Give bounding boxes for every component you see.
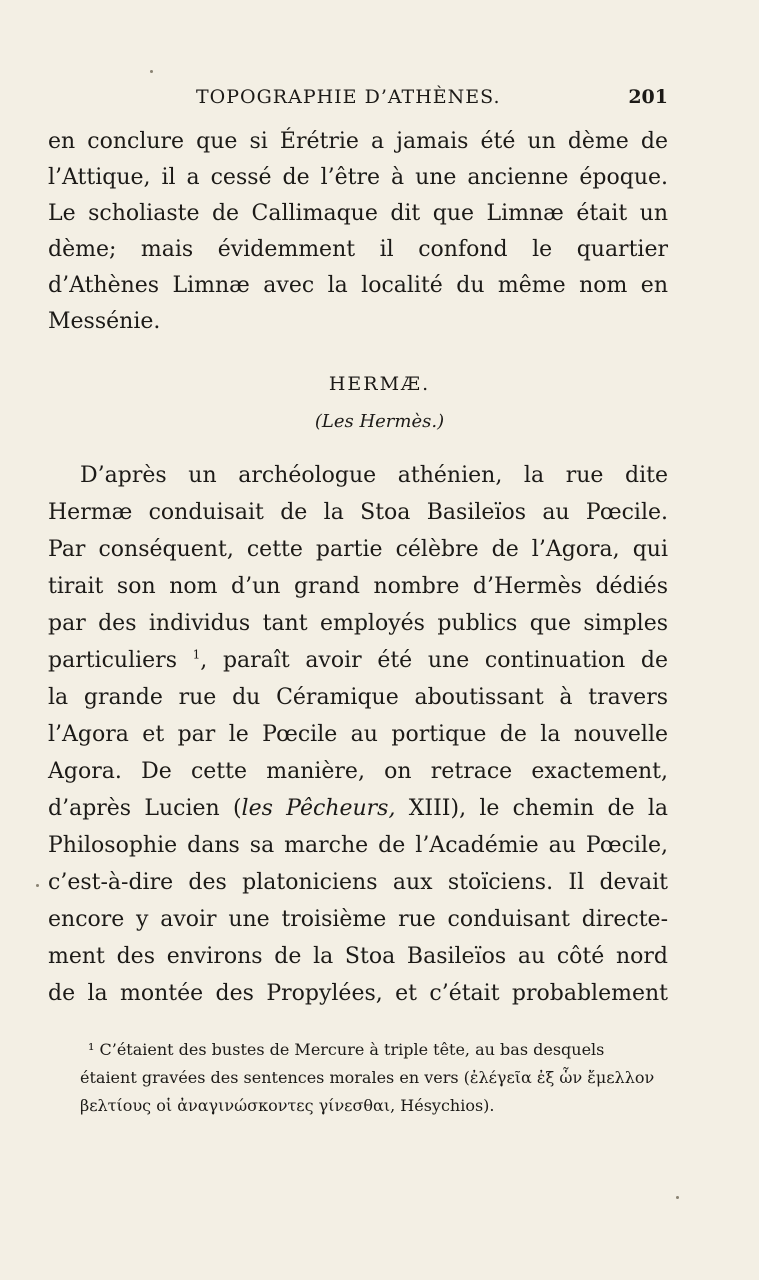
work-title: les Pêcheurs, — [241, 796, 396, 821]
paragraph-1-line: d’Athènes Limnæ avec la localité du même nom en — [48, 273, 668, 298]
paragraph-2-line: la grande rue du Céramique aboutissant à travers — [48, 685, 668, 710]
paragraph-2-line: encore y avoir une troisième rue conduisant directe- — [48, 907, 668, 932]
paragraph-2-line — [48, 791, 668, 827]
running-head-title: TOPOGRAPHIE D’ATHÈNES. — [196, 86, 501, 108]
paragraph-2-text: , paraît avoir été une continuation de — [200, 648, 669, 673]
section-title: HERMÆ. — [328, 373, 431, 395]
paragraph-2-line: Agora. De cette manière, on retrace exactement, — [48, 759, 668, 784]
paragraph-2-line: de la montée des Propylées, et c’était probablement — [48, 981, 668, 1006]
footnote-line: ¹ C’étaient des bustes de Mercure à triple tête, au bas desquels — [88, 1040, 605, 1059]
running-head — [48, 86, 668, 114]
paragraph-2-line: par des individus tant employés publics que simples — [48, 611, 668, 636]
paragraph-2-line: ment des environs de la Stoa Basileïos au côté nord — [48, 944, 668, 969]
paragraph-2-line: Par conséquent, cette partie célèbre de l’Agora, qui — [48, 537, 668, 562]
paragraph-1-line: dème; mais évidemment il confond le quartier — [48, 237, 668, 262]
paper-speck — [150, 70, 153, 73]
page-number: 201 — [628, 86, 668, 108]
paper-speck — [36, 884, 39, 887]
paragraph-1-line: l’Attique, il a cessé de l’être à une ancienne époque. — [48, 165, 668, 190]
paragraph-2-text: particuliers — [48, 648, 193, 673]
paragraph-2-line: c’est-à-dire des platoniciens aux stoïciens. Il devait — [48, 870, 668, 895]
footnote-line: βελτίους οἱ ἀναγινώσκοντες γίνεσθαι, Hésychios). — [80, 1096, 495, 1115]
paragraph-2-line: Hermæ conduisait de la Stoa Basileïos au Pœcile. — [48, 500, 668, 525]
paragraph-1-line: Messénie. — [48, 309, 161, 334]
section-subtitle: (Les Hermès.) — [314, 411, 445, 432]
footnote-line: étaient gravées des sentences morales en vers (ἐλέγεῖα ἐξ ὧν ἔμελλον — [80, 1068, 655, 1087]
paragraph-2-text: d’après Lucien ( — [48, 796, 242, 821]
paragraph-2-line: D’après un archéologue athénien, la rue dite — [80, 463, 668, 488]
paragraph-1-line: en conclure que si Érétrie a jamais été un dème de — [48, 129, 668, 154]
paragraph-2-line: tirait son nom d’un grand nombre d’Hermès dédiés — [48, 574, 668, 599]
paragraph-2-line — [48, 643, 668, 679]
paragraph-2-line: l’Agora et par le Pœcile au portique de la nouvelle — [48, 722, 668, 747]
footnote-marker: 1 — [192, 647, 201, 662]
paragraph-2-text: XIII), le chemin de la — [395, 796, 669, 821]
paragraph-2-line: Philosophie dans sa marche de l’Académie au Pœcile, — [48, 833, 668, 858]
paragraph-1-line: Le scholiaste de Callimaque dit que Limnæ était un — [48, 201, 668, 226]
paper-speck — [676, 1196, 679, 1199]
